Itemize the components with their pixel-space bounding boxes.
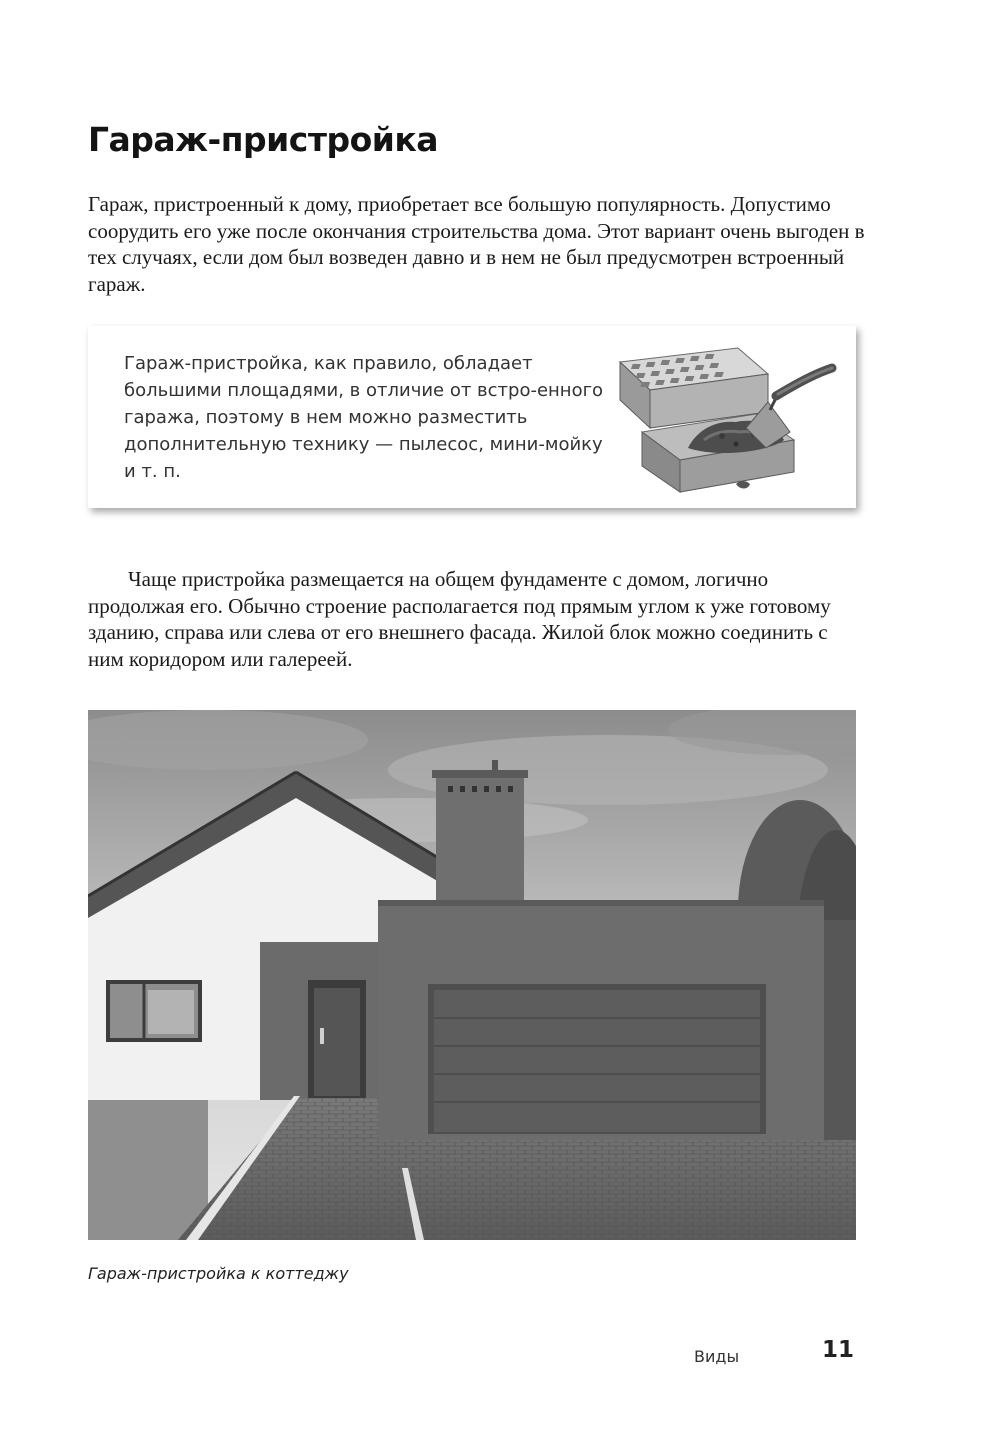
intro-paragraph: Гараж, пристроенный к дому, приобретает все большую популярность. Допустимо соорудить его уже после окончания строительства дома. Этот вариант очень выгоден в тех случаях, если дом был возведен давно и в нем не был предусмотрен встроенный гараж. [88,192,865,296]
body-paragraph-text: Чаще пристройка размещается на общем фундаменте с домом, логично продолжая его. Обычно строение располагается под прямым углом к уже готовому зданию, справа или слева от его внешнего фасада. Жилой блок можно соединить с ним коридором или галереей. [88,567,831,671]
garage-photo [88,710,856,1240]
callout-text: Гараж-пристройка, как правило, обладает большими площадями, в отличие от встро-енного гаража, поэтому в нем можно разместить дополнительную технику — пылесос, мини-мойку и т. п. [124,353,604,482]
footer-section-name: Виды [694,1347,740,1366]
page-title: Гараж-пристройка [88,120,439,159]
callout-box [88,326,856,508]
body-paragraph [88,566,868,672]
brick-and-trowel-icon [618,344,846,496]
photo-caption: Гараж-пристройка к коттеджу [88,1264,349,1283]
page-number: 11 [822,1337,855,1363]
